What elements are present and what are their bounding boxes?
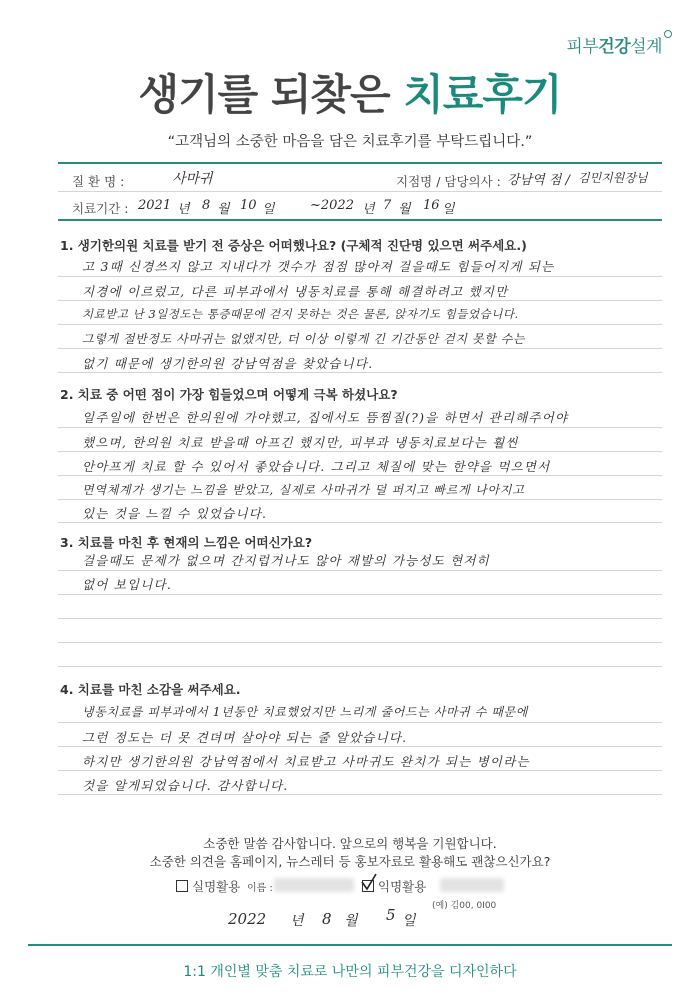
ruled-line — [58, 618, 662, 619]
branch-value: 강남역 점 / — [507, 173, 570, 188]
date-day: 5 — [386, 906, 396, 924]
end-month-label: 월 — [398, 202, 411, 217]
ruled-line — [58, 570, 662, 571]
answer-1-line-4: 그렇게 절반정도 사마귀는 없앴지만, 더 이상 이렇게 긴 기간동안 걷지 못할 수는 — [82, 332, 526, 346]
ruled-line — [58, 499, 662, 500]
disease-label: 질 환 명 : — [72, 174, 125, 189]
date-year: 2022 — [228, 910, 267, 928]
closing-thanks: 소중한 말씀 감사합니다. 앞으로의 행복을 기원합니다. — [203, 836, 497, 851]
page-subtitle: “고객님의 소중한 마음을 담은 치료후기를 부탁드립니다.” — [167, 134, 533, 150]
date-day-label: 일 — [402, 913, 416, 929]
ruled-line — [58, 475, 662, 476]
question-1: 1. 생기한의원 치료를 받기 전 증상은 어떠했나요? (구체적 진단명 있으면 써주세요.) — [60, 238, 527, 253]
date-year-label: 년 — [290, 913, 304, 929]
start-month-label: 월 — [217, 202, 230, 217]
answer-3-line-2: 없어 보입니다. — [82, 577, 172, 592]
answer-4-line-4: 것을 알게되었습니다. 감사합니다. — [82, 778, 289, 793]
answer-2-line-3: 안아프게 치료 할 수 있어서 좋았습니다. 그리고 체질에 맞는 한약을 먹으면서 — [82, 459, 551, 474]
end-day-label: 일 — [442, 202, 455, 217]
brand-suffix: 설계 — [630, 37, 662, 57]
end-day: 16 — [423, 198, 440, 213]
info-bottom-rule — [58, 219, 662, 221]
real-name-checkbox[interactable] — [176, 880, 188, 892]
closing-consent-question: 소중한 의견을 홈페이지, 뉴스레터 등 홍보자료로 활용해도 괜찮으신가요? — [149, 854, 551, 869]
redacted-anonymous-field — [440, 878, 504, 892]
period-label: 치료기간 : — [72, 201, 129, 216]
start-month: 8 — [202, 198, 211, 213]
ruled-line — [58, 770, 662, 771]
question-2: 2. 치료 중 어떤 점이 가장 힘들었으며 어떻게 극복 하셨나요? — [60, 387, 398, 402]
ruled-line — [58, 372, 662, 373]
ruled-line — [58, 348, 662, 349]
ruled-line — [58, 794, 662, 795]
ruled-line — [58, 324, 662, 325]
brand-dot-icon — [664, 30, 672, 38]
answer-4-line-2: 그런 정도는 더 못 견뎌며 살아야 되는 줄 알았습니다. — [82, 730, 408, 745]
answer-1-line-3: 치료받고 난 3일정도는 통증때문에 걷지 못하는 것은 물론, 앉자기도 힘들었습니다. — [82, 307, 519, 321]
end-year-label: 년 — [362, 202, 375, 217]
doctor-value: 김민지원장님 — [578, 171, 648, 185]
info-mid-rule — [58, 191, 662, 192]
ruled-line — [58, 451, 662, 452]
ruled-line — [58, 300, 662, 301]
answer-2-line-2: 했으며, 한의원 치료 받을때 아프긴 했지만, 피부과 냉동치료보다는 훨씬 — [82, 435, 519, 450]
check-mark-icon — [360, 872, 378, 892]
footer-rule — [28, 944, 672, 946]
title-main: 생기를 되찾은 — [138, 70, 404, 119]
title-accent: 치료후기 — [403, 70, 562, 119]
answer-1-line-5: 없기 때문에 생기한의원 강남역점을 찾았습니다. — [82, 356, 374, 371]
answer-3-line-1: 걸을때도 문제가 없으며 간지럽거나도 않아 재발의 가능성도 현저히 — [82, 553, 490, 568]
name-label: 이름 : — [247, 883, 273, 894]
question-4: 4. 치료를 마친 소감을 써주세요. — [60, 682, 241, 697]
redacted-name-field — [274, 878, 354, 892]
ruled-line — [58, 722, 662, 723]
ruled-line — [58, 594, 662, 595]
start-year-label: 년 — [177, 202, 190, 217]
end-year: ~2022 — [310, 198, 354, 213]
brand-bold: 건강 — [598, 37, 631, 57]
branch-label: 지점명 / 담당의사 : — [396, 174, 501, 189]
end-month: 7 — [383, 198, 392, 213]
info-top-rule — [58, 162, 662, 164]
ruled-line — [58, 642, 662, 643]
start-day-label: 일 — [262, 202, 275, 217]
ruled-line — [58, 276, 662, 277]
footer-slogan: 1:1 개인별 맞춤 치료로 나만의 피부건강을 디자인하다 — [183, 964, 517, 980]
answer-1-line-2: 지경에 이르렀고, 다른 피부과에서 냉동치료를 통해 해결하려고 했지만 — [82, 284, 509, 299]
ruled-line — [58, 746, 662, 747]
answer-1-line-1: 고 3때 신경쓰지 않고 지내다가 갯수가 점점 많아져 걸을때도 힘들어지게 되는 — [82, 259, 555, 274]
real-name-label: 실명활용 — [192, 879, 241, 894]
page-title — [0, 62, 700, 122]
date-month-label: 월 — [344, 913, 358, 929]
brand-prefix: 피부 — [566, 37, 599, 57]
ruled-line — [58, 427, 662, 428]
answer-2-line-4: 면역체계가 생기는 느낌을 받았고, 실제로 사마귀가 덜 퍼지고 빠르게 나아지고 — [82, 483, 525, 497]
brand-logo — [566, 32, 662, 57]
question-3: 3. 치료를 마친 후 현재의 느낌은 어떠신가요? — [60, 535, 313, 550]
anonymous-example: (예) 김00, 0I00 — [432, 901, 497, 911]
answer-2-line-1: 일주일에 한번은 한의원에 가야했고, 집에서도 뜸찜질(?)을 하면서 관리해주어야 — [82, 410, 569, 425]
answer-4-line-1: 냉동치료를 피부과에서 1년동안 치료했었지만 느리게 줄어드는 사마귀 수 때문에 — [82, 705, 528, 719]
start-year: 2021 — [138, 198, 172, 213]
ruled-line — [58, 666, 662, 667]
start-day: 10 — [240, 198, 257, 213]
ruled-line — [58, 522, 662, 523]
anonymous-label: 익명활용 — [378, 879, 427, 894]
answer-2-line-5: 있는 것을 느낄 수 있었습니다. — [82, 506, 268, 521]
date-month: 8 — [322, 910, 332, 928]
answer-4-line-3: 하지만 생기한의원 강남역점에서 치료받고 사마귀도 완치가 되는 병이라는 — [82, 754, 530, 769]
disease-value: 사마귀 — [172, 171, 213, 187]
